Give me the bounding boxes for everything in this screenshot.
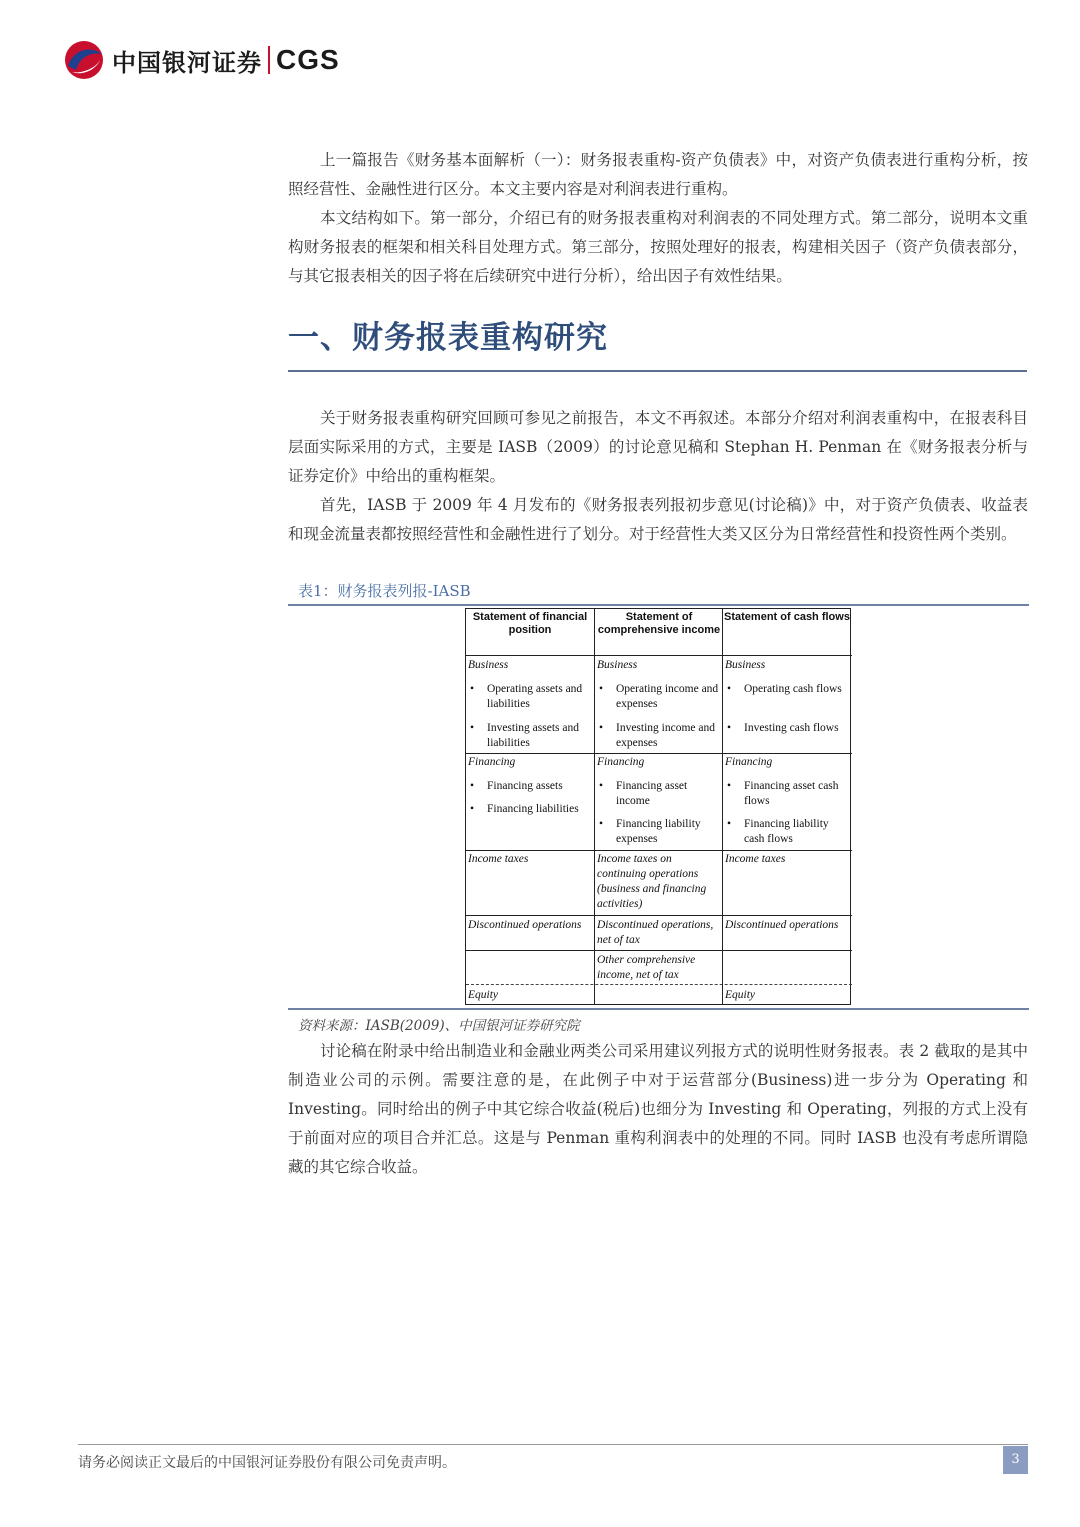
table-cell: Discontinued operations — [725, 919, 839, 931]
bullet: • — [470, 803, 475, 815]
column-comprehensive-income — [594, 609, 723, 1004]
section-title: 一、财务报表重构研究 — [288, 320, 608, 356]
bullet: • — [599, 818, 604, 830]
table-cell: Investing income and expenses — [616, 722, 716, 749]
column-header: Statement of comprehensive income — [597, 611, 721, 636]
section-paragraph-1: 关于财务报表重构研究回顾可参见之前报告，本文不再叙述。本部分介绍对利润表重构中，在报表科目层面实际采用的方式，主要是 IASB（2009）的讨论意见稿和 Stephan H. Penman 在《财务报表分析与证券定价》中给出的重构框架。 — [288, 409, 1028, 485]
column-financial-position — [466, 609, 594, 1004]
oci-cell: Other comprehensive income, net of tax — [597, 954, 696, 981]
bullet: • — [727, 722, 732, 734]
after-table-text — [288, 1037, 1028, 1182]
table-cell: Operating cash flows — [744, 683, 842, 695]
brand-logo — [62, 40, 340, 80]
table-cell: Equity — [725, 989, 756, 1001]
bullet: • — [599, 683, 604, 695]
bullet: • — [727, 683, 732, 695]
table-cell: Investing cash flows — [744, 722, 839, 734]
footer-disclaimer: 请务必阅读正文最后的中国银河证券股份有限公司免责声明。 — [78, 1455, 456, 1471]
table-source: 资料来源：IASB(2009)、中国银河证券研究院 — [298, 1018, 580, 1034]
financing-label: Financing — [597, 756, 645, 768]
section-body — [288, 404, 1028, 549]
table-cell: Financing liability expenses — [616, 818, 701, 845]
logo-english-name: CGS — [276, 44, 340, 75]
table-cell: Discontinued operations — [468, 919, 582, 931]
bullet: • — [599, 722, 604, 734]
table-cell: Operating assets and liabilities — [487, 683, 583, 710]
financing-label: Financing — [468, 756, 516, 768]
column-header: Statement of cash flows — [724, 611, 850, 623]
column-header: Statement of financial position — [472, 611, 588, 636]
table-top-rule — [288, 604, 1029, 606]
table-cell: Financing liability cash flows — [744, 818, 829, 845]
table-cell: Operating income and expenses — [616, 683, 719, 710]
intro-paragraph-1: 上一篇报告《财务基本面解析（一）：财务报表重构-资产负债表》中，对资产负债表进行重构分析，按照经营性、金融性进行区分。本文主要内容是对利润表进行重构。 — [288, 151, 1028, 198]
logo-separator — [268, 46, 270, 74]
table-cell: Income taxes — [468, 853, 529, 865]
table-caption: 表1：财务报表列报-IASB — [298, 582, 471, 600]
section-paragraph-2: 首先，IASB 于 2009 年 4 月发布的《财务报表列报初步意见(讨论稿)》中，对于资产负债表、收益表和现金流量表都按照经营性和金融性进行了划分。对于经营性大类又区分为日常经营性和投资性两个类别。 — [288, 496, 1028, 543]
business-label: Business — [725, 659, 766, 671]
table-cell: Financing assets — [487, 780, 563, 792]
table-cell: Income taxes — [725, 853, 786, 865]
footer-rule — [78, 1444, 1028, 1445]
table-cell: Financing asset income — [616, 780, 688, 807]
page-number: 3 — [1003, 1446, 1028, 1474]
table-cell: Discontinued operations, net of tax — [597, 919, 714, 946]
business-label: Business — [468, 659, 509, 671]
bullet: • — [470, 722, 475, 734]
bullet: • — [727, 818, 732, 830]
financing-label: Financing — [725, 756, 773, 768]
table-cell: Financing asset cash flows — [744, 780, 839, 807]
bullet: • — [727, 780, 732, 792]
section-title-rule — [288, 370, 1027, 372]
cgs-swirl-icon — [62, 40, 106, 80]
intro-paragraph-2: 本文结构如下。第一部分，介绍已有的财务报表重构对利润表的不同处理方式。第二部分，说明本文重构财务报表的框架和相关科目处理方式。第三部分，按照处理好的报表，构建相关因子（资产负债表部分，与其它报表相关的因子将在后续研究中进行分析），给出因子有效性结果。 — [288, 209, 1028, 285]
iasb-presentation-table — [465, 608, 851, 1005]
table-bottom-rule — [288, 1008, 1029, 1010]
intro-text — [288, 146, 1028, 291]
business-label: Business — [597, 659, 638, 671]
bullet: • — [470, 780, 475, 792]
table-cell: Income taxes on continuing operations (business and financing activities) — [597, 853, 707, 910]
table-cell: Equity — [468, 989, 499, 1001]
column-cash-flows — [722, 609, 851, 1004]
table-cell: Financing liabilities — [487, 803, 579, 815]
bullet: • — [599, 780, 604, 792]
logo-chinese-name: 中国银河证券 — [112, 48, 262, 77]
after-table-paragraph: 讨论稿在附录中给出制造业和金融业两类公司采用建议列报方式的说明性财务报表。表 2 截取的是其中制造业公司的示例。需要注意的是，在此例子中对于运营部分(Business)进一步分为 Operating 和 Investing。同时给出的例子中其它综合收益(税后)也细分为 Investing 和 Operating，列报的方式上没有于前面对应的项目合并汇总。这是与 Penman 重构利润表中的处理的不同。同时 IASB 也没有考虑所谓隐藏的其它综合收益。 — [288, 1042, 1028, 1176]
bullet: • — [470, 683, 475, 695]
table-cell: Investing assets and liabilities — [487, 722, 579, 749]
